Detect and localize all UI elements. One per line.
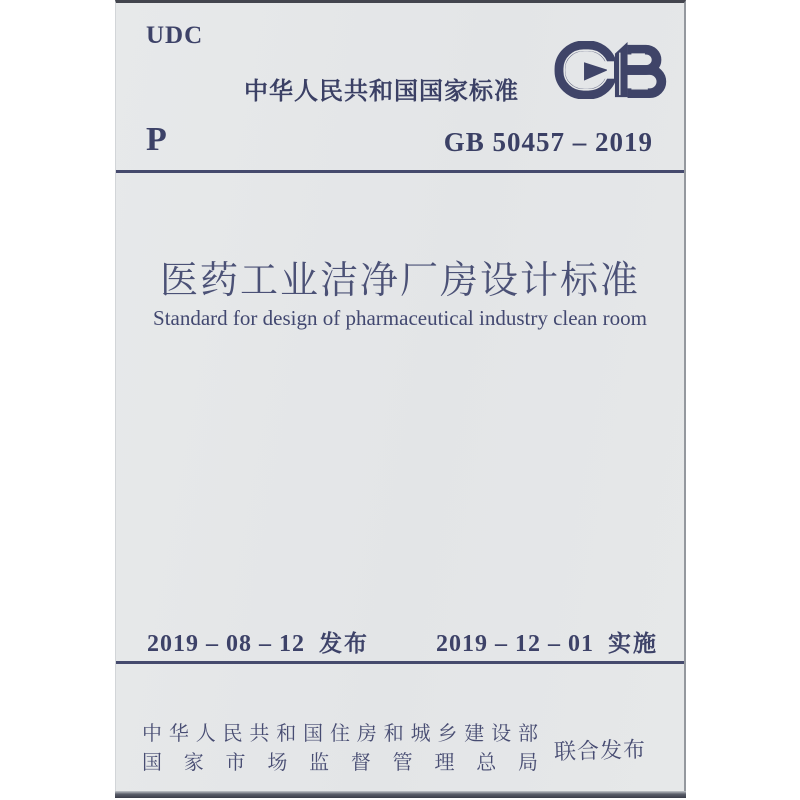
publishers-block	[142, 720, 538, 778]
udc-label: UDC	[146, 22, 204, 49]
dates-row	[147, 625, 658, 658]
national-standard-heading: 中华人民共和国国家标准	[244, 78, 519, 105]
standard-code: GB 50457 – 2019	[443, 127, 653, 157]
publisher-line-2: 国家市场监督管理总局	[142, 752, 538, 774]
book-cover	[115, 0, 686, 798]
issue-date: 2019 – 08 – 12	[147, 631, 305, 657]
implementation-date: 2019 – 12 – 01	[436, 631, 594, 657]
issue-date-item	[147, 625, 369, 658]
joint-publish-label: 联合发布	[553, 736, 647, 765]
issue-label: 发布	[319, 630, 369, 656]
main-title: 医药工业洁净厂房设计标准	[159, 260, 640, 302]
header-rule	[116, 170, 684, 173]
gb-logo-icon	[552, 41, 676, 99]
publisher-line-1: 中华人民共和国住房和城乡建设部	[142, 723, 538, 745]
footer-rule	[116, 661, 684, 664]
implementation-label: 实施	[608, 630, 658, 656]
implementation-date-item	[436, 625, 658, 658]
doc-class-label: P	[146, 121, 167, 158]
english-title: Standard for design of pharmaceutical industry clean room	[153, 306, 647, 330]
